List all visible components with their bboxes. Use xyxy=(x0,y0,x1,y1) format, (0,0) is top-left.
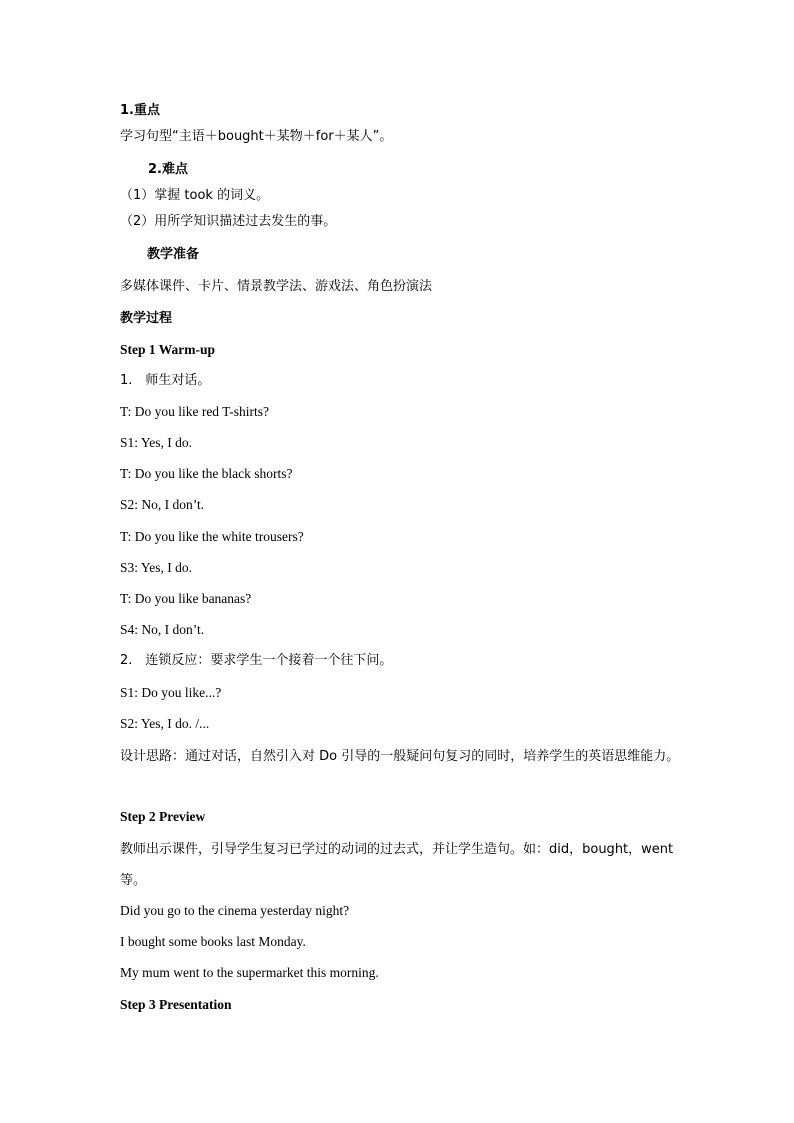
dialog-line: S3: Yes, I do. xyxy=(120,560,193,575)
dialog-line: T: Do you like bananas? xyxy=(120,591,252,606)
step1-title: Step 1 Warm-up xyxy=(120,342,216,357)
example-line: Did you go to the cinema yesterday night? xyxy=(120,903,350,918)
step2-title: Step 2 Preview xyxy=(120,809,206,824)
dialog-line: S2: No, I don’t. xyxy=(120,497,205,512)
chain-line: S1: Do you like...? xyxy=(120,685,222,700)
step2-text: 教师出示课件，引导学生复习已学过的动词的过去式，并让学生造句。如：did，bought，went 等。 xyxy=(120,842,674,888)
step1-item-2: 2. 连锁反应：要求学生一个接着一个往下问。 xyxy=(120,653,393,668)
dialog-line: T: Do you like red T-shirts? xyxy=(120,404,269,419)
dialog-line: S1: Yes, I do. xyxy=(120,435,193,450)
step1-item-1: 1. 师生对话。 xyxy=(120,373,211,388)
section2-item-2: （2）用所学知识描述过去发生的事。 xyxy=(120,214,337,229)
section2-item-1: （1）掌握 took 的词义。 xyxy=(120,188,270,203)
design-idea: 设计思路：通过对话，自然引入对 Do 引导的一般疑问句复习的同时，培养学生的英语思维能力。 xyxy=(120,749,680,764)
section1-text: 学习句型“主语＋bought＋某物＋for＋某人”。 xyxy=(120,129,393,144)
example-line: My mum went to the supermarket this morning. xyxy=(120,965,379,980)
chain-line: S2: Yes, I do. /... xyxy=(120,716,210,731)
example-line: I bought some books last Monday. xyxy=(120,934,306,949)
step3-title: Step 3 Presentation xyxy=(120,997,232,1012)
dialog-line: T: Do you like the white trousers? xyxy=(120,529,304,544)
section2-title: 2.难点 xyxy=(148,162,188,177)
section1-title: 1.重点 xyxy=(120,103,160,118)
prep-title: 教学准备 xyxy=(147,247,200,262)
prep-text: 多媒体课件、卡片、情景教学法、游戏法、角色扮演法 xyxy=(120,279,433,294)
process-title: 教学过程 xyxy=(120,311,173,326)
dialog-line: S4: No, I don’t. xyxy=(120,622,205,637)
dialog-line: T: Do you like the black shorts? xyxy=(120,466,293,481)
